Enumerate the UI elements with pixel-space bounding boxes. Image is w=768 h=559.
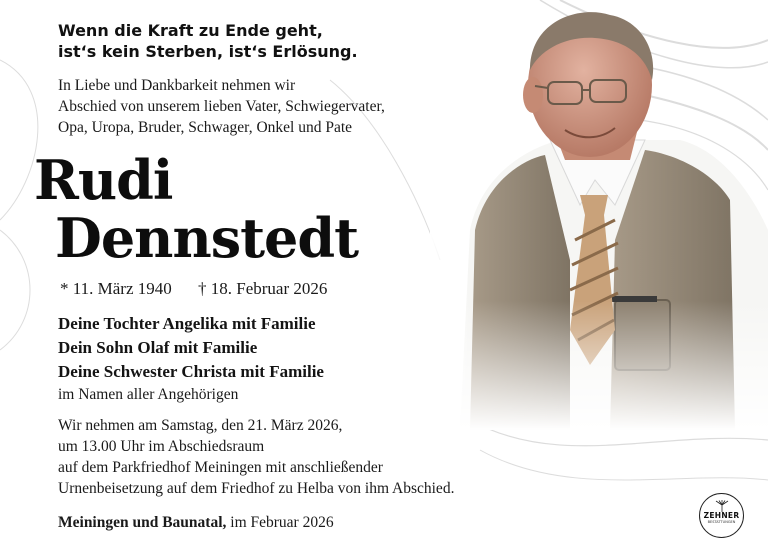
place-and-date — [58, 512, 334, 533]
motto-line: ist‘s kein Sterben, ist‘s Erlösung. — [58, 42, 358, 61]
mourners-list — [58, 312, 324, 384]
death-date: † 18. Februar 2026 — [198, 279, 328, 298]
life-dates — [60, 279, 349, 299]
deceased-last-name: Dennstedt — [55, 206, 359, 270]
motto — [58, 20, 358, 62]
mourner: Deine Schwester Christa mit Familie — [58, 362, 324, 381]
motto-line: Wenn die Kraft zu Ende geht, — [58, 21, 323, 40]
funeral-details — [58, 415, 454, 499]
birth-date: * 11. März 1940 — [60, 279, 172, 298]
funeral-line: Wir nehmen am Samstag, den 21. März 2026, — [58, 417, 343, 434]
mourner: Dein Sohn Olaf mit Familie — [58, 338, 258, 357]
place-date: im Februar 2026 — [226, 514, 334, 531]
funeral-line: Urnenbeisetzung auf dem Friedhof zu Helba von ihm Abschied. — [58, 480, 455, 497]
funeral-home-logo — [699, 493, 744, 538]
intro-text — [58, 75, 385, 138]
on-behalf-line: im Namen aller Angehörigen — [58, 386, 239, 403]
mourner: Deine Tochter Angelika mit Familie — [58, 314, 316, 333]
intro-line: Opa, Uropa, Bruder, Schwager, Onkel und Pate — [58, 119, 353, 136]
logo-name: ZEHNER — [703, 511, 740, 520]
intro-line: In Liebe und Dankbarkeit nehmen wir — [58, 77, 296, 94]
place-locations: Meiningen und Baunatal, — [58, 514, 227, 531]
intro-line: Abschied von unserem lieben Vater, Schwiegervater, — [58, 98, 385, 115]
portrait-photo — [430, 0, 768, 430]
deceased-first-name: Rudi — [34, 148, 173, 212]
logo-subtitle: BESTATTUNGEN — [707, 520, 736, 524]
funeral-line: auf dem Parkfriedhof Meiningen mit anschließender — [58, 459, 383, 476]
funeral-line: um 13.00 Uhr im Abschiedsraum — [58, 438, 265, 455]
